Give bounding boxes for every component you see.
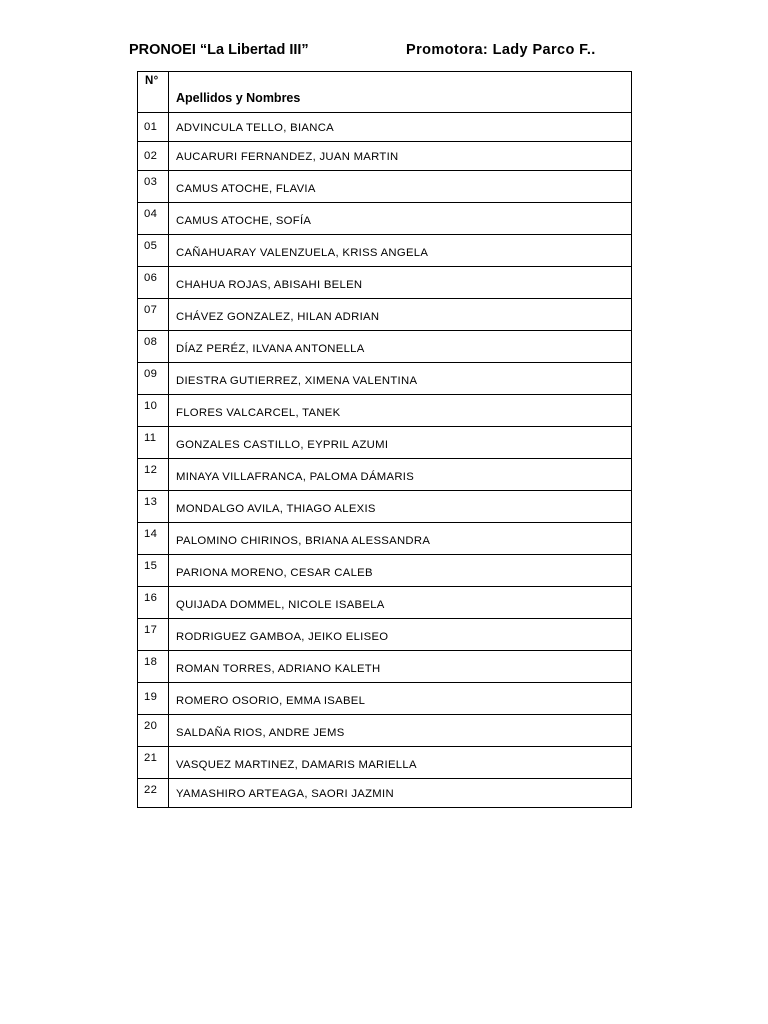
table-row — [138, 171, 632, 203]
row-number: 12 — [138, 459, 169, 491]
row-number: 13 — [138, 491, 169, 523]
table-row — [138, 142, 632, 171]
table-row — [138, 395, 632, 427]
student-name: ROMAN TORRES, ADRIANO KALETH — [169, 651, 632, 683]
row-number: 04 — [138, 203, 169, 235]
table-row — [138, 779, 632, 808]
student-name: FLORES VALCARCEL, TANEK — [169, 395, 632, 427]
student-name: VASQUEZ MARTINEZ, DAMARIS MARIELLA — [169, 747, 632, 779]
row-number: 18 — [138, 651, 169, 683]
row-number: 20 — [138, 715, 169, 747]
student-name: QUIJADA DOMMEL, NICOLE ISABELA — [169, 587, 632, 619]
student-name: DÍAZ PERÉZ, ILVANA ANTONELLA — [169, 331, 632, 363]
column-header-number: N° — [138, 72, 169, 113]
row-number: 02 — [138, 142, 169, 171]
table-row — [138, 523, 632, 555]
table-row — [138, 267, 632, 299]
student-name: CAÑAHUARAY VALENZUELA, KRISS ANGELA — [169, 235, 632, 267]
row-number: 03 — [138, 171, 169, 203]
promoter-name: Promotora: Lady Parco F.. — [406, 42, 596, 58]
student-name: MONDALGO AVILA, THIAGO ALEXIS — [169, 491, 632, 523]
student-list-table — [137, 71, 632, 808]
row-number: 10 — [138, 395, 169, 427]
table-row — [138, 331, 632, 363]
table-row — [138, 651, 632, 683]
student-name: AUCARURI FERNANDEZ, JUAN MARTIN — [169, 142, 632, 171]
row-number: 09 — [138, 363, 169, 395]
student-name: CAMUS ATOCHE, SOFÍA — [169, 203, 632, 235]
table-row — [138, 203, 632, 235]
table-row — [138, 619, 632, 651]
column-header-name: Apellidos y Nombres — [169, 72, 632, 113]
table-row — [138, 363, 632, 395]
row-number: 05 — [138, 235, 169, 267]
row-number: 11 — [138, 427, 169, 459]
row-number: 17 — [138, 619, 169, 651]
row-number: 01 — [138, 113, 169, 142]
student-name: PALOMINO CHIRINOS, BRIANA ALESSANDRA — [169, 523, 632, 555]
row-number: 22 — [138, 779, 169, 808]
table-row — [138, 459, 632, 491]
student-name: PARIONA MORENO, CESAR CALEB — [169, 555, 632, 587]
student-name: ROMERO OSORIO, EMMA ISABEL — [169, 683, 632, 715]
table-row — [138, 683, 632, 715]
student-name: ADVINCULA TELLO, BIANCA — [169, 113, 632, 142]
table-row — [138, 715, 632, 747]
table-row — [138, 587, 632, 619]
school-title: PRONOEI “La Libertad III” — [129, 42, 309, 58]
student-name: GONZALES CASTILLO, EYPRIL AZUMI — [169, 427, 632, 459]
table-row — [138, 299, 632, 331]
table-row — [138, 113, 632, 142]
student-name: DIESTRA GUTIERREZ, XIMENA VALENTINA — [169, 363, 632, 395]
student-name: SALDAÑA RIOS, ANDRE JEMS — [169, 715, 632, 747]
student-name: CHAHUA ROJAS, ABISAHI BELEN — [169, 267, 632, 299]
student-name: CHÁVEZ GONZALEZ, HILAN ADRIAN — [169, 299, 632, 331]
row-number: 16 — [138, 587, 169, 619]
row-number: 14 — [138, 523, 169, 555]
row-number: 19 — [138, 683, 169, 715]
table-row — [138, 491, 632, 523]
student-name: CAMUS ATOCHE, FLAVIA — [169, 171, 632, 203]
student-name: MINAYA VILLAFRANCA, PALOMA DÁMARIS — [169, 459, 632, 491]
row-number: 07 — [138, 299, 169, 331]
table-row — [138, 555, 632, 587]
row-number: 21 — [138, 747, 169, 779]
student-name: RODRIGUEZ GAMBOA, JEIKO ELISEO — [169, 619, 632, 651]
table-row — [138, 235, 632, 267]
student-name: YAMASHIRO ARTEAGA, SAORI JAZMIN — [169, 779, 632, 808]
table-row — [138, 747, 632, 779]
row-number: 08 — [138, 331, 169, 363]
table-header-row — [138, 72, 632, 113]
row-number: 06 — [138, 267, 169, 299]
table-row — [138, 427, 632, 459]
document-header — [129, 42, 609, 64]
row-number: 15 — [138, 555, 169, 587]
